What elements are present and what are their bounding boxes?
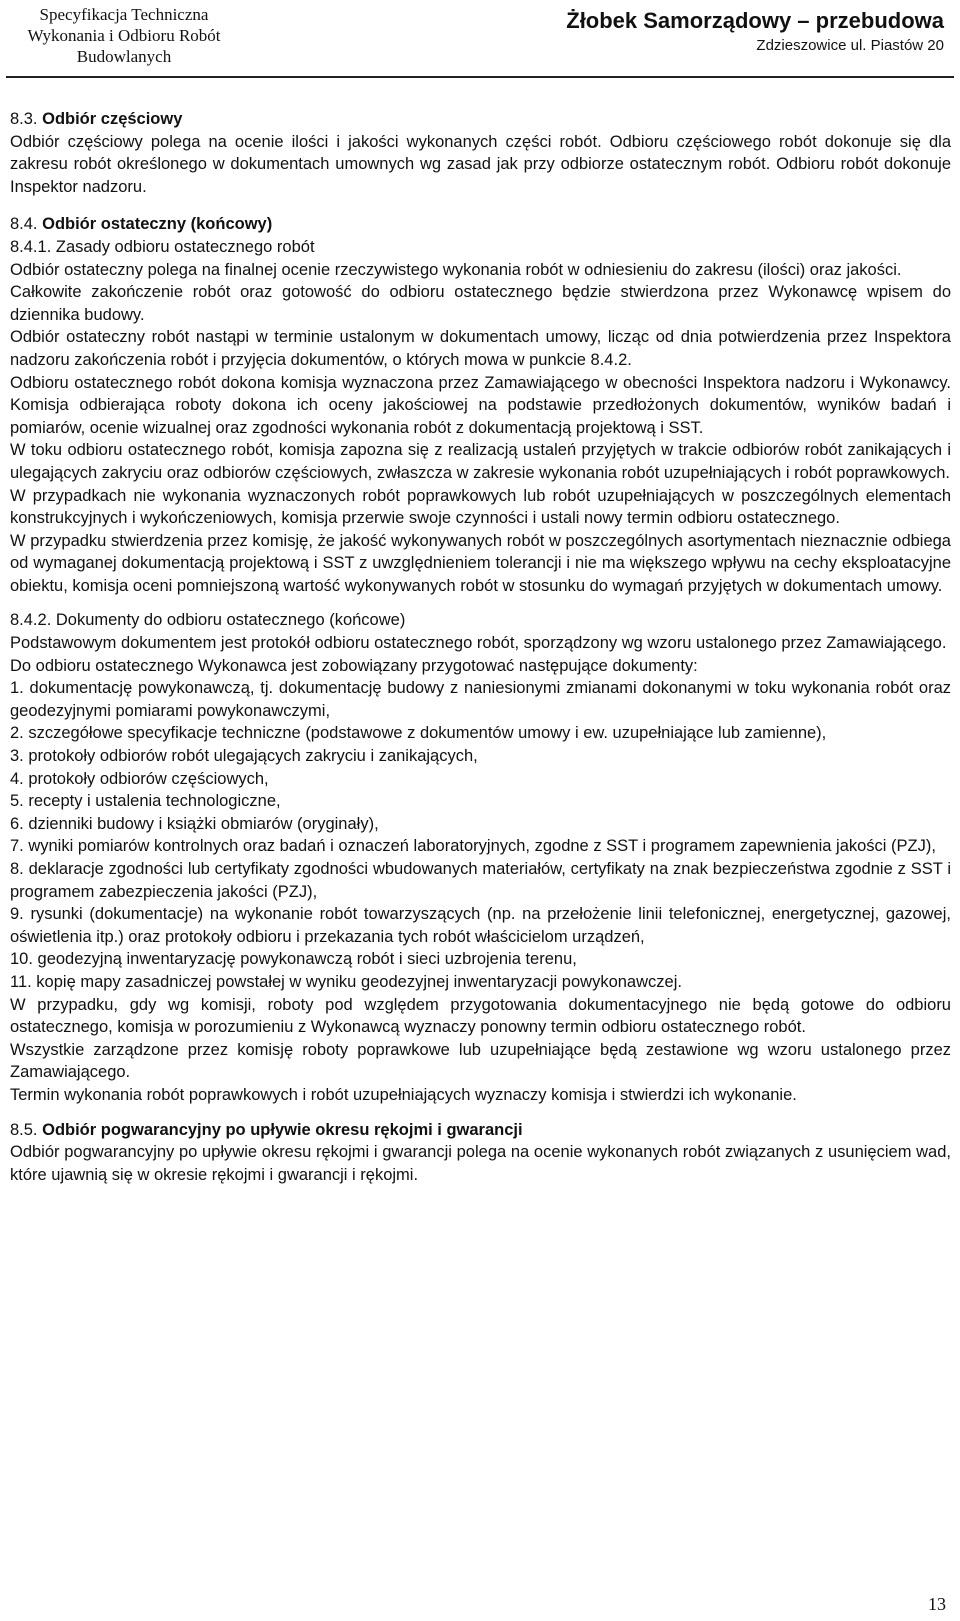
list-item: 1. dokumentację powykonawczą, tj. dokumentację budowy z naniesionymi zmianami dokonanymi w toku wykonania robót oraz geodezyjnymi pomiarami powykonawczymi, bbox=[10, 679, 951, 720]
paragraph: Wszystkie zarządzone przez komisję roboty poprawkowe lub uzupełniające będą zestawione wg wzoru ustalonego przez Zamawiającego. bbox=[10, 1040, 951, 1082]
subsection-8-4-1-heading: 8.4.1. Zasady odbioru ostatecznego robót bbox=[10, 237, 315, 256]
section-number: 8.3. bbox=[10, 110, 43, 128]
paragraph: Odbiór ostateczny robót nastąpi w terminie ustalonym w dokumentach umowy, licząc od dnia potwierdzenia przez Inspektora nadzoru zakończenia robót i przyjęcia dokumentów, o których mowa w punkcie 8.4.2. bbox=[10, 328, 951, 369]
list-item: 11. kopię mapy zasadniczej powstałej w wyniku geodezyjnej inwentaryzacji powykonawczej. bbox=[10, 972, 682, 991]
doc-type-line-1: Specyfikacja Techniczna bbox=[39, 5, 209, 24]
project-address: Zdzieszowice ul. Piastów 20 bbox=[756, 37, 944, 54]
list-item: 3. protokoły odbiorów robót ulegających zakryciu i zanikających, bbox=[10, 747, 478, 766]
paragraph: W przypadkach nie wykonania wyznaczonych robót poprawkowych lub robót uzupełniających w poszczególnych elementach konstrukcyjnych i wykończeniowych, komisja przerwie swoje czynności i ustali nowy termin odbioru ostatecznego. bbox=[10, 486, 951, 528]
section-number: 8.5. bbox=[10, 1120, 43, 1139]
list-item: 7. wyniki pomiarów kontrolnych oraz badań i oznaczeń laboratoryjnych, zgodne z SST i programem zapewnienia jakości (PZJ), bbox=[10, 837, 936, 856]
section-title: Odbiór częściowy bbox=[42, 110, 183, 128]
paragraph: W przypadku stwierdzenia przez komisję, że jakość wykonywanych robót w poszczególnych asortymentach nieznacznie odbiega od wymaganej dokumentacją projektową i SST z uwzględnieniem tolerancji i nie ma większego wpływu na cechy eksploatacyjne obiektu, komisja oceni pomniejszoną wartość wykonywanych robót w stosunku do wymagań przyjętych w dokumentach umowy. bbox=[10, 531, 951, 595]
section-8-5-heading bbox=[10, 1119, 951, 1142]
doc-type-line-2: Wykonania i Odbioru Robót bbox=[27, 26, 221, 45]
list-item: 2. szczegółowe specyfikacje techniczne (podstawowe z dokumentów umowy i ew. uzupełniające lub zamienne), bbox=[10, 724, 827, 743]
section-8-4-heading bbox=[10, 213, 951, 236]
section-title: Odbiór pogwarancyjny po upływie okresu rękojmi i gwarancji bbox=[42, 1120, 523, 1139]
page-number: 13 bbox=[928, 1594, 946, 1614]
page-header bbox=[6, 0, 954, 78]
list-item: 10. geodezyjną inwentaryzację powykonawczą robót i sieci uzbrojenia terenu, bbox=[10, 950, 577, 969]
list-item: 6. dzienniki budowy i książki obmiarów (oryginały), bbox=[10, 814, 379, 833]
paragraph: Podstawowym dokumentem jest protokół odbioru ostatecznego robót, sporządzony wg wzoru ustalonego przez Zamawiającego. bbox=[10, 634, 947, 653]
section-title: Odbiór ostateczny (końcowy) bbox=[42, 215, 273, 234]
paragraph: Całkowite zakończenie robót oraz gotowość do odbioru ostatecznego będzie stwierdzona przez Wykonawcę wpisem do dziennika budowy. bbox=[10, 283, 951, 324]
paragraph: Do odbioru ostatecznego Wykonawca jest zobowiązany przygotować następujące dokumenty: bbox=[10, 656, 698, 675]
project-title: Żłobek Samorządowy – przebudowa bbox=[566, 8, 944, 33]
section-8-5-paragraph: Odbiór pogwarancyjny po upływie okresu rękojmi i gwarancji polega na ocenie wykonanych robót związanych z usunięciem wad, które ujawnią się w okresie rękojmi i gwarancji i rękojmi. bbox=[10, 1143, 951, 1184]
list-item: 4. protokoły odbiorów częściowych, bbox=[10, 769, 269, 788]
document-type bbox=[14, 4, 234, 67]
section-8-3-paragraph: Odbiór częściowy polega na ocenie ilości i jakości wykonanych części robót. Odbioru częściowego robót dokonuje się dla zakresu robót określonego w dokumentach umownych wg zasad jak przy odbiorze ostatecznym robót. Odbioru robót dokonuje Inspektor nadzoru. bbox=[10, 132, 951, 196]
section-number: 8.4. bbox=[10, 215, 43, 234]
list-item: 8. deklaracje zgodności lub certyfikaty zgodności wbudowanych materiałów, certyfikaty na znak bezpieczeństwa zgodnie z SST i programem zabezpieczenia jakości (PZJ), bbox=[10, 860, 951, 901]
project-info bbox=[566, 6, 944, 56]
doc-type-line-3: Budowlanych bbox=[76, 47, 172, 66]
paragraph: Odbiór ostateczny polega na finalnej ocenie rzeczywistego wykonania robót w odniesieniu do zakresu (ilości) oraz jakości. bbox=[10, 260, 902, 279]
list-item: 9. rysunki (dokumentacje) na wykonanie robót towarzyszących (np. na przełożenie linii telefonicznej, energetycznej, gazowej, oświetlenia itp.) oraz protokoły odbioru i przekazania tych robót właścicielom urządzeń, bbox=[10, 905, 951, 946]
paragraph: Odbioru ostatecznego robót dokona komisja wyznaczona przez Zamawiającego w obecności Inspektora nadzoru i Wykonawcy. Komisja odbierająca roboty dokona ich oceny jakościowej na podstawie przedłożonych dokumentów, wyników badań i pomiarów, ocenie wizualnej oraz zgodności wykonania robót z dokumentacją projektową i SST. bbox=[10, 373, 951, 437]
list-item: 5. recepty i ustalenia technologiczne, bbox=[10, 792, 281, 811]
paragraph: Termin wykonania robót poprawkowych i robót uzupełniających wyznaczy komisja i stwierdzi ich wykonanie. bbox=[10, 1085, 797, 1104]
subsection-8-4-2-heading: 8.4.2. Dokumenty do odbioru ostatecznego (końcowe) bbox=[10, 611, 406, 630]
document-body bbox=[10, 108, 951, 1186]
paragraph: W przypadku, gdy wg komisji, roboty pod względem przygotowania dokumentacyjnego nie będą gotowe do odbioru ostatecznego, komisja w porozumieniu z Wykonawcą wyznaczy ponowny termin odbioru ostatecznego robót. bbox=[10, 995, 951, 1037]
section-8-3-heading bbox=[10, 108, 951, 131]
paragraph: W toku odbioru ostatecznego robót, komisja zapozna się z realizacją ustaleń przyjętych w trakcie odbiorów robót zanikających i ulegających zakryciu oraz odbiorów częściowych, zwłaszcza w zakresie wykonania robót uzupełniających i robót poprawkowych. bbox=[10, 441, 951, 482]
